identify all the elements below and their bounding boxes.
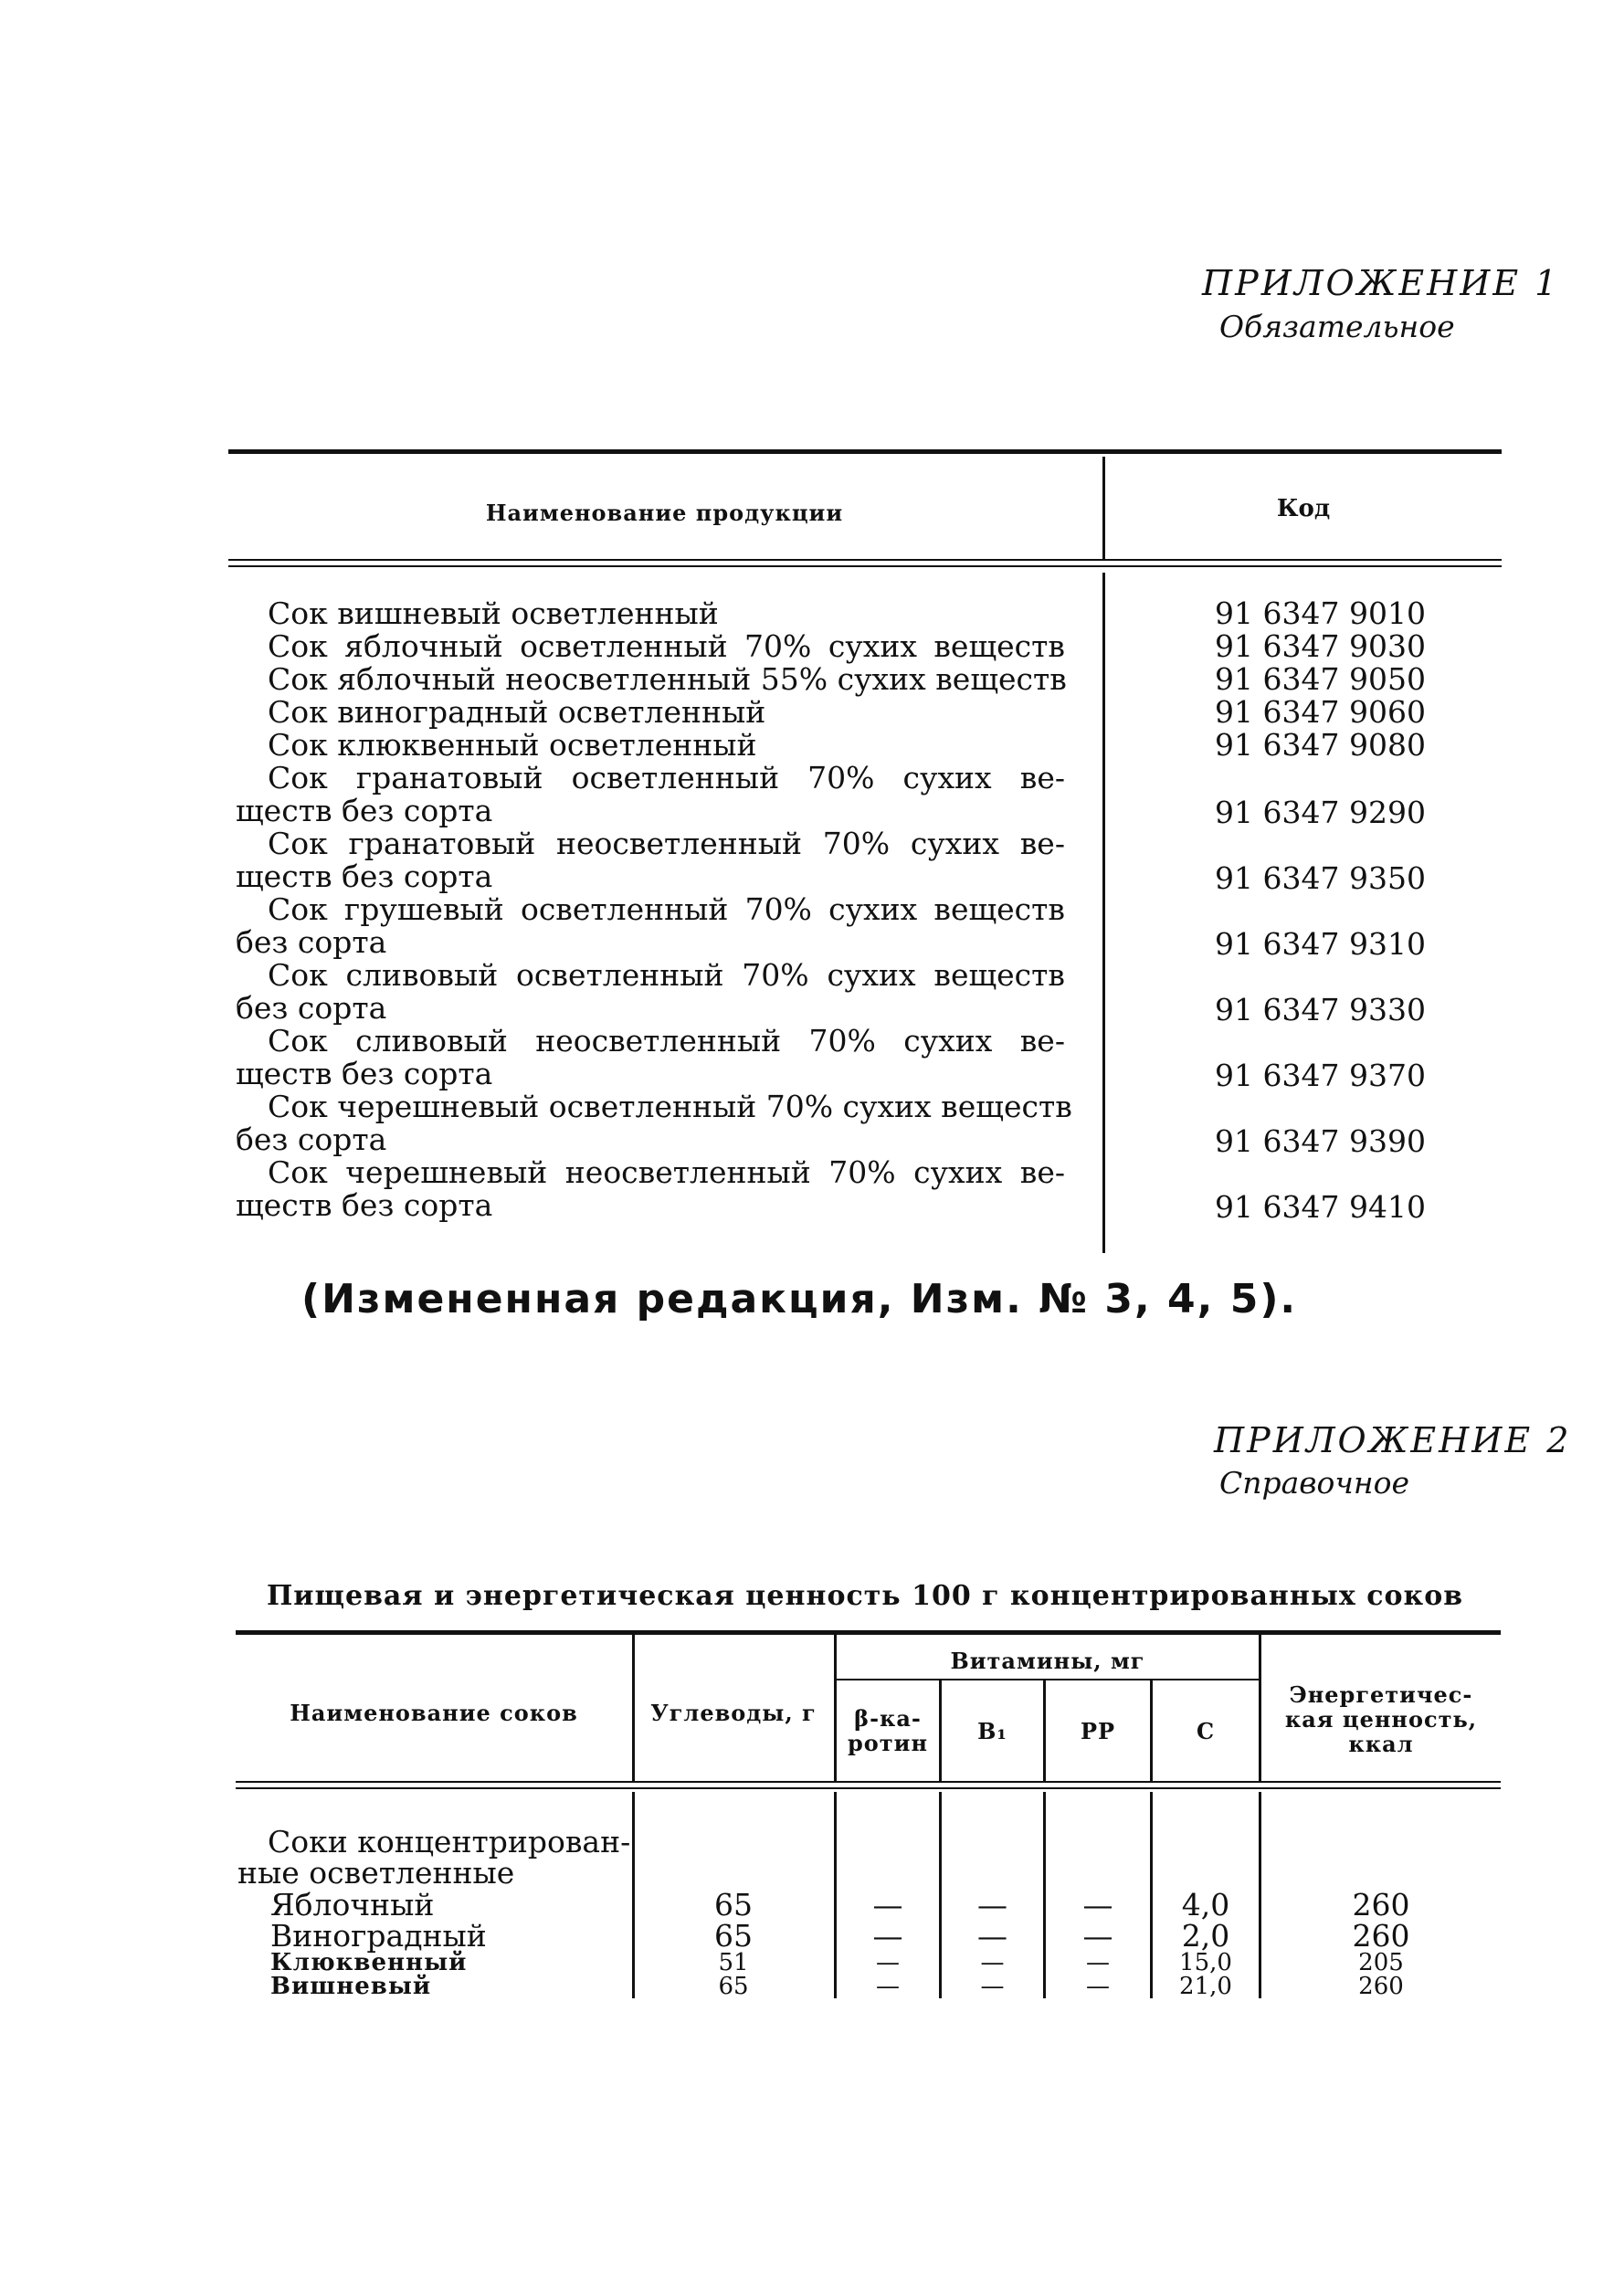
table2-group-line1: Соки концентрирован- (268, 1824, 631, 1859)
table1-product-line: без сорта (236, 990, 387, 1026)
table2-cell-energy: 205 (1358, 1949, 1404, 1976)
table2-cell-pp: — (1082, 1887, 1113, 1923)
table1-product-line: Сок грушевый осветленный 70% сухих веществ (268, 891, 1065, 927)
appendix1-title: ПРИЛОЖЕНИЕ 1 (1202, 263, 1560, 303)
table1-product-line: Сок гранатовый неосветленный 70% сухих ве- (268, 826, 1065, 861)
table2-row-name: Вишневый (270, 1973, 432, 2000)
table1-product-line: ществ без сорта (236, 859, 493, 894)
table2-header-energy-line2: кая ценность, (1284, 1706, 1478, 1733)
table1-product-line: Сок вишневый осветленный (268, 595, 719, 631)
table2-header-name: Наименование соков (290, 1700, 578, 1726)
table2-cell-energy: 260 (1352, 1918, 1410, 1954)
table2-cell-c: 4,0 (1181, 1887, 1230, 1923)
table1-header-rule-2 (228, 565, 1502, 567)
table2-cell-c: 2,0 (1181, 1918, 1230, 1954)
edit-note: (Измененная редакция, Изм. № 3, 4, 5). (301, 1276, 1298, 1322)
table2-cell-carbs: 65 (714, 1887, 753, 1923)
table2-cell-c: 15,0 (1179, 1949, 1232, 1976)
table1-header-code: Код (1276, 495, 1331, 522)
table2-top-rule (236, 1630, 1501, 1635)
table1-product-line: Сок яблочный осветленный 70% сухих веществ (268, 628, 1065, 664)
table2-group-line2: ные осветленные (237, 1855, 515, 1891)
table2-header-beta-line2: ротин (847, 1730, 929, 1756)
table2-cell-beta: — (872, 1887, 903, 1923)
appendix2-subtitle: Справочное (1219, 1465, 1410, 1501)
table2-row-name: Виноградный (270, 1918, 487, 1954)
table1-top-rule (228, 449, 1502, 454)
table2-cell-pp: — (1086, 1973, 1110, 2000)
table1-code: 91 6347 9350 (1215, 860, 1426, 896)
table2-header-b1: B₁ (977, 1718, 1007, 1744)
table1-code: 91 6347 9080 (1215, 727, 1426, 763)
table1-product-line: Сок сливовый неосветленный 70% сухих ве- (268, 1023, 1065, 1059)
table1-code: 91 6347 9410 (1215, 1189, 1426, 1225)
table2-vitamins-rule (837, 1679, 1259, 1680)
table2-cell-pp: — (1086, 1949, 1110, 1976)
table2-cell-energy: 260 (1358, 1973, 1404, 2000)
table2-cell-beta: — (876, 1973, 900, 2000)
table2-row-name: Клюквенный (270, 1949, 468, 1976)
table2-cell-b1: — (977, 1887, 1007, 1923)
table2-cell-carbs: 65 (718, 1973, 749, 2000)
table1-code: 91 6347 9060 (1215, 694, 1426, 730)
table2-cell-carbs: 51 (718, 1949, 749, 1976)
table2-header-rule-1 (236, 1781, 1501, 1783)
table2-header-vitamins: Витамины, мг (950, 1648, 1145, 1674)
table2-cell-c: 21,0 (1179, 1973, 1232, 2000)
table1-header-rule-1 (228, 559, 1502, 561)
table1-product-line: Сок черешневый неосветленный 70% сухих ве- (268, 1154, 1065, 1190)
table1-body-divider (1102, 573, 1105, 1253)
table1-product-line: Сок виноградный осветленный (268, 694, 766, 730)
table1-code: 91 6347 9370 (1215, 1058, 1426, 1093)
table1-code: 91 6347 9010 (1215, 595, 1426, 631)
table2-cell-b1: — (977, 1918, 1007, 1954)
table2-header-beta (837, 1706, 939, 1755)
table1-product-line: Сок яблочный неосветленный 55% сухих веществ (268, 661, 1067, 697)
table1-code: 91 6347 9390 (1215, 1123, 1426, 1159)
table1-product-line: без сорта (236, 1122, 387, 1157)
table2-cell-b1: — (980, 1949, 1005, 1976)
table2-header-carbs: Углеводы, г (650, 1700, 817, 1726)
table1-product-line: Сок сливовый осветленный 70% сухих веществ (268, 957, 1065, 993)
table1-product-line: Сок черешневый осветленный 70% сухих веществ (268, 1089, 1072, 1124)
table1-header-name: Наименование продукции (485, 500, 844, 526)
table1-code: 91 6347 9310 (1215, 926, 1426, 962)
table2-header-rule-2 (236, 1787, 1501, 1789)
table1-product-line: ществ без сорта (236, 1056, 493, 1091)
table2-cell-pp: — (1082, 1918, 1113, 1954)
table1-code: 91 6347 9330 (1215, 992, 1426, 1027)
table2-header-energy (1261, 1682, 1501, 1756)
table1-product-line: без сорта (236, 924, 387, 960)
table2-cell-beta: — (872, 1918, 903, 1954)
table1-code: 91 6347 9030 (1215, 628, 1426, 664)
appendix2-title: ПРИЛОЖЕНИЕ 2 (1214, 1420, 1572, 1460)
table1-product-line: ществ без сорта (236, 793, 493, 828)
table1-code: 91 6347 9290 (1215, 795, 1426, 830)
table1-code: 91 6347 9050 (1215, 661, 1426, 697)
table2-cell-beta: — (876, 1949, 900, 1976)
table1-product-line: ществ без сорта (236, 1187, 493, 1223)
table2-caption: Пищевая и энергетическая ценность 100 г концентрированных соков (266, 1580, 1464, 1612)
table2-row-name: Яблочный (270, 1887, 435, 1923)
table2-cell-b1: — (980, 1973, 1005, 2000)
table2-cell-energy: 260 (1352, 1887, 1410, 1923)
table2-header-energy-line1: Энергетичес- (1289, 1681, 1473, 1708)
table2-cell-carbs: 65 (714, 1918, 753, 1954)
appendix1-subtitle: Обязательное (1219, 309, 1455, 344)
table1-product-line: Сок клюквенный осветленный (268, 727, 757, 763)
table2-header-pp: PP (1080, 1718, 1116, 1744)
table2-header-beta-line1: β-ка- (854, 1705, 922, 1732)
table2-header-c: C (1196, 1718, 1216, 1744)
table1-product-line: Сок гранатовый осветленный 70% сухих ве- (268, 760, 1065, 795)
table2-header-energy-line3: ккал (1348, 1731, 1414, 1757)
